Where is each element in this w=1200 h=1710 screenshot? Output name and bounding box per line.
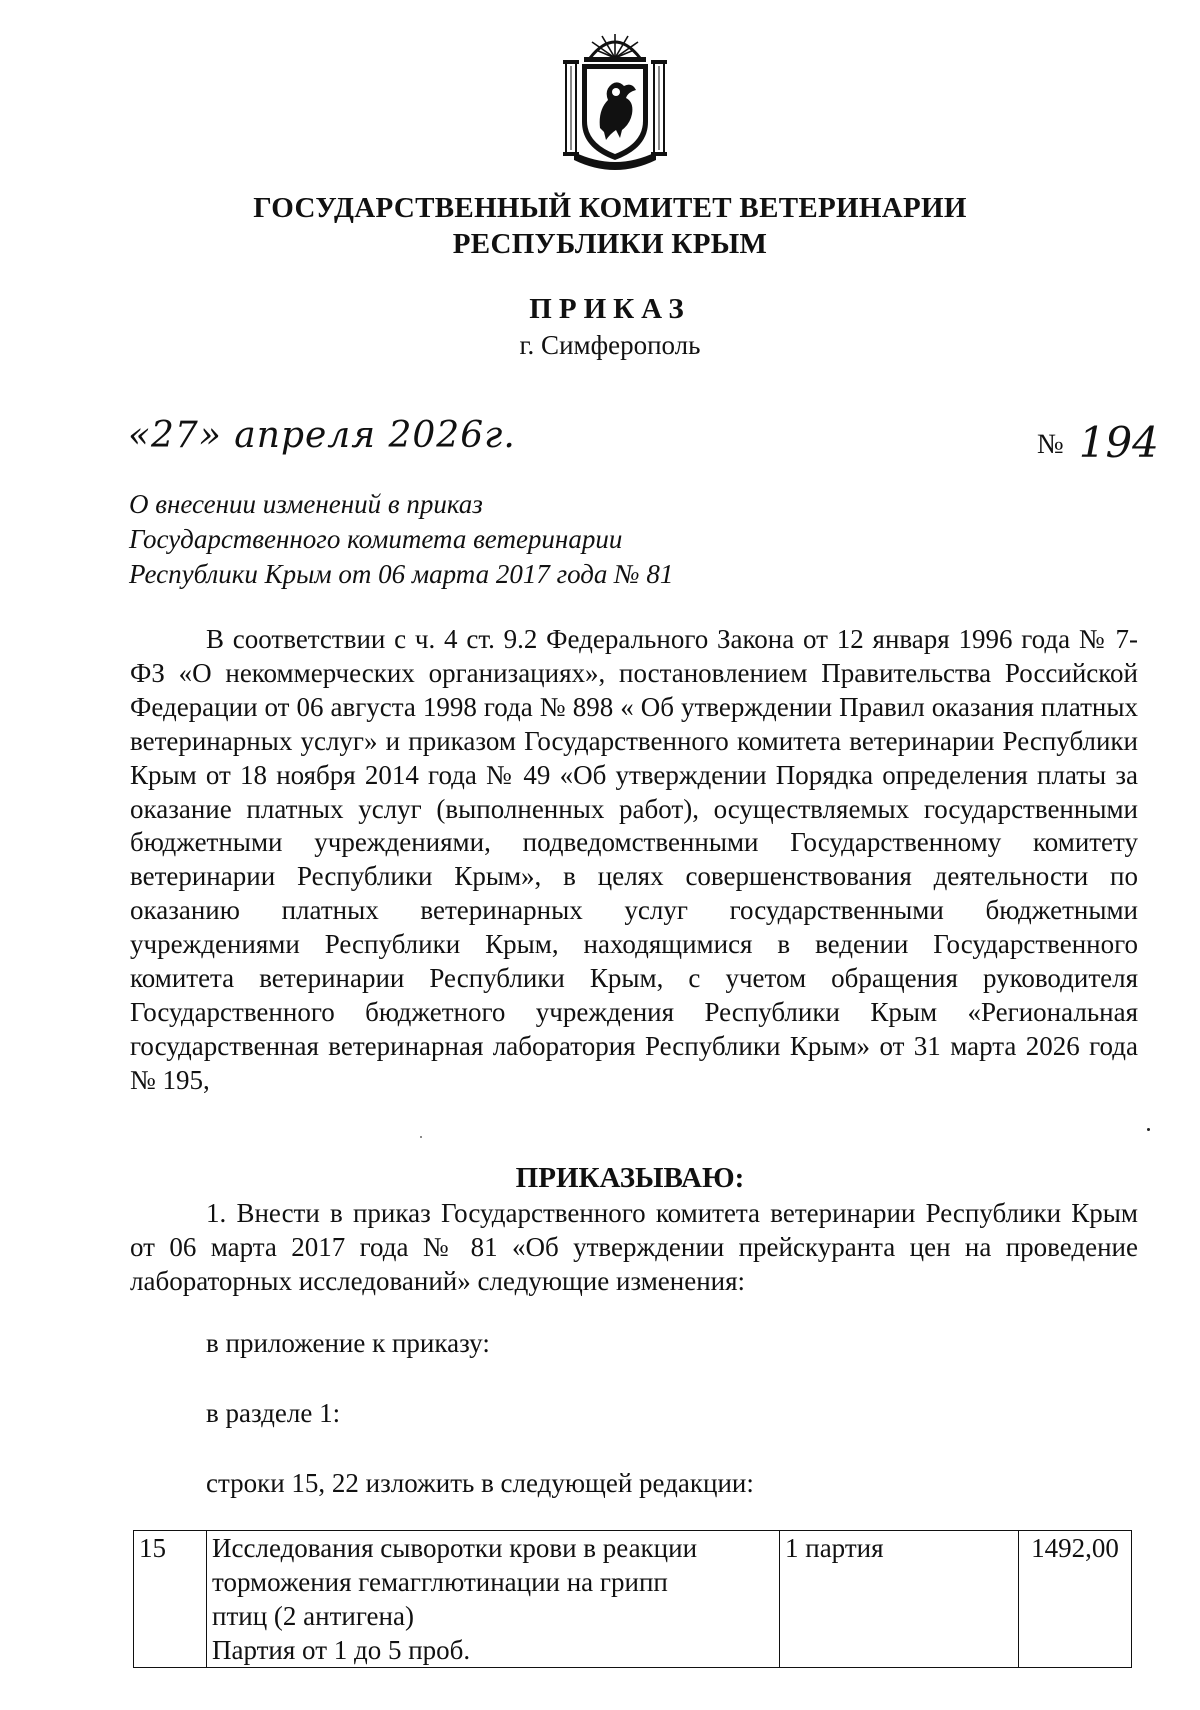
price-table <box>133 1530 1132 1668</box>
service-name-line: Партия от 1 до 5 проб. <box>212 1635 471 1665</box>
service-name-line: Исследования сыворотки крови в реакции <box>212 1533 698 1563</box>
subject-line: Государственного комитета ветеринарии <box>129 524 623 554</box>
subject-line: О внесении изменений в приказ <box>129 489 483 519</box>
subject-line: Республики Крым от 06 марта 2017 года № 81 <box>129 559 674 589</box>
preamble-paragraph: В соответствии с ч. 4 ст. 9.2 Федерального Закона от 12 января 1996 года № 7-ФЗ «О некоммерческих организациях», постановлением Правительства Российской Федерации от 06 августа 1998 года № 898 « Об утверждении Правил оказания платных ветеринарных услуг» и приказом Государственного комитета ветеринарии Республики Крым от 18 ноября 2014 года № 49 «Об утверждении Порядка определения платы за оказание платных услуг (выполненных работ), осуществляемых государственными бюджетными учреждениями, подведомственными Государственному комитету ветеринарии Республики Крым», в целях совершенствования деятельности по оказанию платных ветеринарных услуг государственными бюджетными учреждениями Республики Крым, находящимися в ведении Государственного комитета ветеринарии Республики Крым, с учетом обращения руководителя Государственного бюджетного учреждения Республики Крым «Региональная государственная ветеринарная лаборатория Республики Крым» от 31 марта 2026 года № 195, <box>130 624 1138 1095</box>
order-subject <box>129 487 673 592</box>
organization-name-line1: ГОСУДАРСТВЕННЫЙ КОМИТЕТ ВЕТЕРИНАРИИ <box>253 192 967 224</box>
unit-cell: 1 партия <box>780 1531 1019 1668</box>
price-cell: 1492,00 <box>1019 1531 1132 1668</box>
service-name-line: торможения гемагглютинации на грипп <box>212 1567 668 1597</box>
scan-speck <box>1147 1128 1150 1131</box>
handwritten-date: «27» апреля 2026г. <box>128 415 516 456</box>
order-number <box>1037 418 1159 467</box>
service-name-line: птиц (2 антигена) <box>212 1601 414 1631</box>
section-line: в разделе 1: <box>206 1398 341 1428</box>
rows-edit-line: строки 15, 22 изложить в следующей редакции: <box>206 1468 754 1498</box>
appendix-line: в приложение к приказу: <box>206 1328 490 1358</box>
number-sign: № <box>1037 429 1064 460</box>
orders-heading: ПРИКАЗЫВАЮ: <box>515 1162 745 1194</box>
city-line: г. Симферополь <box>519 330 701 360</box>
handwritten-order-number: 194 <box>1078 418 1159 467</box>
service-name-cell <box>207 1531 780 1668</box>
crimea-coat-of-arms-icon <box>560 30 670 170</box>
organization-name-line2: РЕСПУБЛИКИ КРЫМ <box>452 228 768 260</box>
document-type-title: ПРИКАЗ <box>529 293 691 325</box>
scan-speck <box>420 1136 422 1138</box>
order-item-1: 1. Внести в приказ Государственного комитета ветеринарии Республики Крым от 06 марта 2017 года № 81 «Об утверждении прейскуранта цен на проведение лабораторных исследований» следующие изменения: <box>130 1198 1138 1296</box>
table-row <box>134 1531 1132 1668</box>
row-number-cell: 15 <box>134 1531 207 1668</box>
